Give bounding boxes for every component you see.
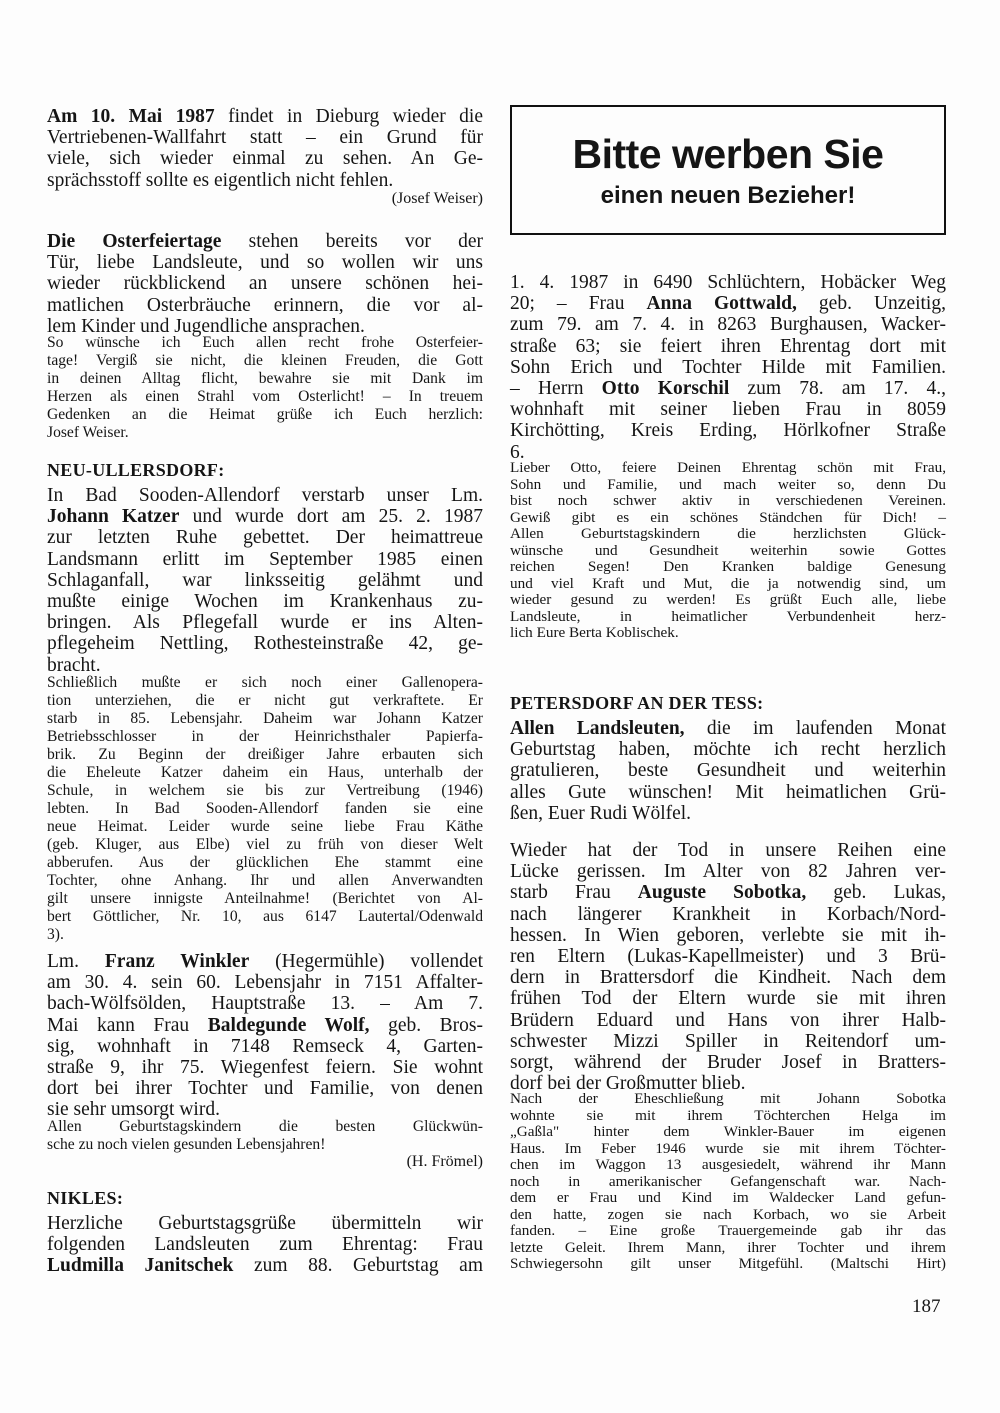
bold-name: Ludmilla Janitschek — [47, 1255, 234, 1277]
text-run: Lm. — [47, 951, 105, 972]
text-line: Vertriebenen-Wallfahrt statt – ein Grund für — [47, 127, 483, 149]
text-line: matlichen Osterbräuche erinnern, die vor al- — [47, 294, 483, 316]
paragraph — [47, 1118, 483, 1154]
text-line: Gedenken an die Heimat grüße ich Euch herzlich: — [47, 406, 483, 423]
text-run: zum 78. am 17. 4., — [729, 378, 946, 400]
section-heading: NEU-ULLERSDORF: — [47, 460, 225, 480]
text-line — [47, 1255, 483, 1276]
text-line: Gewiß gibt es ein schönes Ständchen für Dich! – — [510, 508, 946, 526]
text-line: Geburtstag haben, möchte ich recht herzlich — [510, 739, 946, 761]
text-line: Josef Weiser. — [47, 424, 129, 441]
text-line: Herzen als einen Strahl vom Osterlicht! – In treuem — [47, 388, 483, 405]
ad-subtitle: einen neuen Bezieher! — [600, 182, 856, 209]
text-line: sprächsstoff sollte es eigentlich nicht fehlen. — [47, 169, 394, 191]
text-line: Schließlich mußte er sich noch einer Gallenopera- — [47, 674, 483, 691]
text-line: wieder gesund zu werden! Es grüßt Euch alle, liebe — [510, 591, 946, 608]
text-line: bracht. — [47, 654, 101, 676]
text-line: abberufen. Aus der glücklichen Ehe stammt eine — [47, 854, 483, 871]
text-line: fanden. – Eine große Trauergemeinde gab ihr das — [510, 1222, 946, 1239]
text-line: tion unterziehen, die er nicht gut verkraftete. Er — [47, 692, 483, 709]
paragraph — [510, 718, 946, 824]
paragraph — [510, 840, 946, 1094]
bold-name: Franz Winkler — [104, 951, 250, 972]
text-line — [510, 882, 946, 903]
text-line: Lieber Otto, feiere Deinen Ehrentag schön mit Frau, — [510, 459, 946, 476]
text-line: starb in 85. Lebensjahr. Daheim war Johann Katzer — [47, 710, 483, 727]
text-line: Betriebsschlosser in der Heinrichsthaler Papierfa- — [47, 728, 483, 745]
text-line: Haus. Im Feber 1946 wurde sie mit ihrem Töchter- — [510, 1139, 946, 1157]
text-line: nach längerer Krankheit in Korbach/Nord- — [510, 903, 946, 925]
paragraph — [47, 1213, 483, 1277]
advertisement-box — [510, 105, 946, 235]
text-run: und wurde dort am 25. 2. 1987 — [179, 506, 483, 528]
text-line: frühen Tod der Eltern wurde sie mit ihren — [510, 988, 946, 1010]
text-line: Sohn und Familie, und mach weiter so, denn Du — [510, 475, 946, 493]
text-line: Lücke gerissen. Im Alter von 82 Jahren ver- — [510, 861, 946, 883]
text-line: dorf bei der Großmutter blieb. — [510, 1073, 746, 1095]
text-line: lem Kinder und Jugendliche ansprachen. — [47, 315, 365, 337]
paragraph — [47, 485, 483, 676]
text-run: stehen bereits vor der — [221, 231, 483, 252]
text-line: letzte Geleit. Ihrem Mann, ihrer Tochter und ihrem — [510, 1238, 946, 1256]
text-line: den hatte, zogen sie nach Korbach, wo sie Arbeit — [510, 1205, 946, 1223]
text-line: am 30. 4. sein 60. Lebensjahr in 7151 Affalter- — [47, 972, 483, 994]
author-attribution: (H. Frömel) — [406, 1153, 483, 1170]
bold-name: Anna Gottwald, — [646, 293, 797, 315]
paragraph — [47, 674, 483, 944]
text-line: Wieder hat der Tod in unsere Reihen eine — [510, 840, 946, 861]
author-attribution: (Josef Weiser) — [391, 190, 483, 207]
text-line: hessen. In Wien geboren, verlebte sie mit ih- — [510, 924, 946, 946]
text-line: 3). — [47, 926, 64, 943]
bold-name: Am 10. Mai 1987 — [47, 106, 215, 127]
text-line: wohnhaft mit seiner lieben Frau in 8059 — [510, 399, 946, 421]
paragraph — [47, 951, 483, 1121]
text-line: sorgt, während der Bruder Josef in Bratters- — [510, 1052, 946, 1074]
text-line: lebten. In Bad Sooden-Allendorf fanden sie eine — [47, 800, 483, 817]
text-line: dort bei ihrer Tochter und Familie, von denen — [47, 1078, 483, 1100]
text-run: (Hegermühle) vollendet — [249, 951, 483, 972]
text-line: mußte einige Wochen im Krankenhaus zu- — [47, 591, 483, 613]
text-line — [47, 231, 483, 252]
text-line: bringen. Als Pflegefall wurde er ins Alten- — [47, 612, 483, 634]
text-line: pflegeheim Nettling, Rothesteinstraße 42, ge- — [47, 633, 483, 655]
text-line: die Eheleute Katzer daheim ein Haus, unterhalb der — [47, 764, 483, 781]
paragraph — [510, 460, 946, 642]
text-line: Landsleute, in heimatlicher Verbundenheit herz- — [510, 607, 946, 625]
text-line: folgenden Landsleuten zum Ehrentag: Frau — [47, 1234, 483, 1256]
text-line: wieder rückblickend an unsere schönen hei- — [47, 273, 483, 295]
text-line: alles Gute wünschen! Mit heimatlichen Grü- — [510, 781, 946, 803]
text-line — [47, 106, 483, 127]
text-line: Schule, in welchem sie bis zur Vertreibung (1946) — [47, 782, 483, 799]
paragraph — [510, 1091, 946, 1273]
text-line: bach-Wölfsölden, Hauptstraße 13. – Am 7. — [47, 993, 483, 1015]
text-line: dern in Brattersdorf die Kindheit. Nach dem — [510, 967, 946, 989]
text-line: lich Eure Berta Koblischek. — [510, 624, 679, 641]
text-run: – Herrn — [510, 378, 602, 400]
bold-name: Die Osterfeiertage — [47, 231, 222, 252]
text-line: ßen, Euer Rudi Wölfel. — [510, 802, 692, 824]
text-line: Allen Geburtstagskindern die herzlichsten Glück- — [510, 525, 946, 542]
text-line: Nach der Eheschließung mit Johann Sobotka — [510, 1090, 946, 1107]
text-line — [47, 506, 483, 527]
page-number: 187 — [912, 1296, 941, 1317]
text-line: wünsche und Gesundheit weiterhin sowie Gottes — [510, 541, 946, 559]
bold-name: Auguste Sobotka, — [637, 882, 807, 904]
text-run: starb Frau — [510, 882, 638, 904]
text-line: ren Eltern (Lukas-Kapellmeister) und 3 Brü- — [510, 946, 946, 968]
text-line: straße 9, ihr 75. Wiegenfest feiern. Sie wohnt — [47, 1057, 483, 1079]
text-line: sie sehr umsorgt wird. — [47, 1099, 220, 1121]
text-line: zur letzten Ruhe gebettet. Der heimattreue — [47, 527, 483, 549]
text-line: gilt unsere innigste Anteilnahme! (Berichtet von Al- — [47, 890, 483, 907]
text-run: geb. Lukas, — [806, 882, 947, 904]
text-line: dem er Frau und Kind im Waldecker Land gefun- — [510, 1189, 946, 1206]
text-line: Sohn Erich und Tochter Hilde mit Familien. — [510, 356, 946, 378]
paragraph — [47, 231, 483, 337]
text-line: Herzliche Geburtstagsgrüße übermitteln wir — [47, 1213, 483, 1234]
text-line — [510, 293, 946, 314]
text-run: geb. Unzeitig, — [796, 293, 946, 315]
text-line — [47, 1015, 483, 1036]
text-line — [47, 951, 483, 972]
text-line: straße 63; sie feiert ihren Ehrentag dort mit — [510, 335, 946, 357]
text-line: Schlaganfall, war linksseitig gelähmt und — [47, 569, 483, 591]
text-run: findet in Dieburg wieder die — [214, 106, 483, 127]
text-line: (geb. Kluger, aus Elbe) viel zu früh von dieser Welt — [47, 836, 483, 853]
paragraph — [47, 334, 483, 442]
text-line: Allen Geburtstagskindern die besten Glückwün- — [47, 1118, 483, 1135]
text-line: bist noch schwer aktiv in verschiedenen Vereinen. — [510, 492, 946, 509]
text-line: In Bad Sooden-Allendorf verstarb unser Lm. — [47, 485, 483, 506]
text-line — [510, 718, 946, 739]
text-line — [510, 378, 946, 399]
text-line: 6. — [510, 441, 525, 463]
text-line: sche zu noch vielen gesunden Lebensjahren! — [47, 1136, 326, 1153]
text-run: Mai kann Frau — [47, 1014, 208, 1036]
text-line: Tochter, ohne Anhang. Ihr und allen Anverwandten — [47, 872, 483, 889]
text-line: Brüdern Eduard und Hans von ihrer Halb- — [510, 1009, 946, 1031]
text-line: neue Heimat. Leider wurde seine liebe Frau Käthe — [47, 818, 483, 835]
text-line: gratulieren, beste Gesundheit und weiterhin — [510, 760, 946, 782]
text-run: die im laufenden Monat — [684, 718, 946, 739]
section-heading: PETERSDORF AN DER TESS: — [510, 693, 764, 713]
text-line: viele, sich wieder einmal zu sehen. An Ge- — [47, 148, 483, 170]
text-run: 20; – Frau — [510, 293, 647, 315]
section-heading: NIKLES: — [47, 1188, 124, 1208]
ad-title: Bitte werben Sie — [572, 131, 884, 177]
text-line: und viel Kraft und Mut, die ja notwendig sind, um — [510, 574, 946, 592]
paragraph — [510, 272, 946, 463]
bold-name: Allen Landsleuten, — [510, 718, 685, 739]
text-line: bert Göttlicher, Nr. 10, aus 6147 Lautertal/Odenwald — [47, 908, 483, 925]
text-line: in deinen Alltag flicht, bewahre sie mit Dank im — [47, 370, 483, 387]
text-line: noch in amerikanischer Gefangenschaft war. Nach- — [510, 1172, 946, 1190]
text-line: 1. 4. 1987 in 6490 Schlüchtern, Hobäcker Weg — [510, 272, 946, 293]
text-line: So wünsche ich Euch allen recht frohe Osterfeier- — [47, 334, 483, 351]
text-line: Kirchötting, Kreis Erding, Hörlkofner Straße — [510, 420, 946, 442]
text-line: tage! Vergiß sie nicht, die kleinen Freuden, die Gott — [47, 352, 483, 369]
text-line: Schwiegersohn gilt unser Mitgefühl. (Maltschi Hirt) — [510, 1255, 946, 1272]
text-run: zum 88. Geburtstag am — [233, 1255, 483, 1277]
text-line: wohnte sie mit ihrem Töchterchen Helga im — [510, 1106, 946, 1124]
text-line: chen im Waggon 13 ausgesiedelt, während ihr Mann — [510, 1156, 946, 1173]
bold-name: Johann Katzer — [47, 506, 180, 528]
text-run: geb. Bros- — [369, 1014, 483, 1036]
text-line: schwester Mizzi Spiller in Reitendorf um- — [510, 1030, 946, 1052]
text-line: brik. Zu Beginn der dreißiger Jahre erbauten sich — [47, 746, 483, 763]
text-line: „Gaßla" hinter dem Winkler-Bauer im eigenen — [510, 1123, 946, 1140]
text-line: zum 79. am 7. 4. in 8263 Burghausen, Wacker- — [510, 314, 946, 336]
text-line: reichen Segen! Den Kranken baldige Genesung — [510, 558, 946, 575]
bold-name: Baldegunde Wolf, — [207, 1014, 370, 1036]
paragraph — [47, 106, 483, 191]
text-line: sig, wohnhaft in 7148 Remseck 4, Garten- — [47, 1035, 483, 1057]
text-line: Tür, liebe Landsleute, und so wollen wir uns — [47, 252, 483, 274]
text-line: Landsmann erlitt im September 1985 einen — [47, 548, 483, 570]
bold-name: Otto Korschil — [601, 378, 730, 400]
